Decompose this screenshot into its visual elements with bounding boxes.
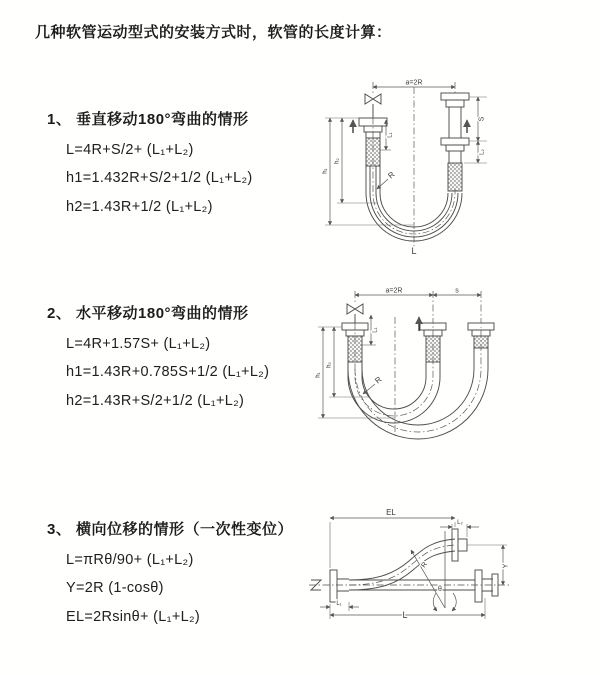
diagram-lateral-displacement <box>303 503 600 648</box>
section-horizontal-movement <box>47 302 269 409</box>
dim-label-h2: h₂ <box>334 158 341 164</box>
dim-label-h1: h₁ <box>322 168 329 174</box>
hose-u-shapes <box>348 317 488 439</box>
theta-arc <box>452 593 456 611</box>
theta-label: θ <box>438 586 442 593</box>
right-pipe-assembly <box>441 82 469 191</box>
diagram-vertical-180-bend <box>315 73 590 268</box>
section-vertical-movement <box>47 108 253 215</box>
length-label: L <box>411 246 417 256</box>
dim-label-y: Y <box>502 563 510 569</box>
dim-label-l2: L₂ <box>479 149 486 155</box>
radius-leader <box>377 179 388 189</box>
dim-label-a2r: a=2R <box>405 79 423 87</box>
formula-h2: h2=1.43R+S/2+1/2 (L₁+L₂) <box>66 392 245 409</box>
dim-label-h1: h₁ <box>315 372 322 378</box>
dim-label-el: EL <box>386 508 396 517</box>
radius-label: R <box>373 374 384 386</box>
hose-displaced-top-wall <box>349 539 455 580</box>
formula-L: L=4R+1.57S+ (L₁+L₂) <box>66 335 211 352</box>
section-1-heading: 1、 垂直移动180°弯曲的情形 <box>47 111 249 128</box>
right-pipe-assembly <box>468 291 494 348</box>
right-lower-flange <box>475 570 482 602</box>
formula-h1: h1=1.43R+0.785S+1/2 (L₁+L₂) <box>66 364 270 380</box>
dim-label-l2: L₂ <box>457 520 463 526</box>
diagram-horizontal-180-bend <box>315 287 590 452</box>
dim-label-l: L <box>402 610 408 620</box>
valve-icon <box>365 94 373 104</box>
left-flange <box>330 570 337 602</box>
dim-label-a2r: a=2R <box>385 287 403 295</box>
formula-h2: h2=1.43R+1/2 (L₁+L₂) <box>66 198 213 215</box>
valve-icon <box>347 304 355 314</box>
valve-icon <box>355 304 363 314</box>
flange <box>441 93 469 100</box>
dim-label-l1: L₁ <box>372 327 379 333</box>
valve-icon <box>373 94 381 104</box>
braid-section <box>348 336 362 362</box>
theta-arc <box>433 593 437 611</box>
radius-label: R <box>386 169 397 181</box>
dim-label-s: S <box>478 116 486 122</box>
section-lateral-displacement <box>47 518 293 625</box>
braid-section <box>448 163 462 191</box>
flange <box>441 138 469 145</box>
flange <box>468 323 494 330</box>
formula-L: L=πRθ/90+ (L₁+L₂) <box>66 551 194 568</box>
formula-L: L=4R+S/2+ (L₁+L₂) <box>66 141 194 158</box>
dim-label-s: s <box>455 287 459 295</box>
dim-label-h2: h₂ <box>326 362 333 368</box>
braid-section <box>426 336 440 362</box>
hose-s-curve <box>309 529 511 608</box>
formula-Y: Y=2R (1-cosθ) <box>66 580 164 596</box>
formula-EL: EL=2Rsinθ+ (L₁+L₂) <box>66 608 201 625</box>
radius-label: R <box>420 561 430 570</box>
dim-label-l1: L₁ <box>336 601 342 607</box>
braid-section <box>474 336 488 348</box>
page-title: 几种软管运动型式的安装方式时，软管的长度计算： <box>35 24 392 41</box>
formula-h1: h1=1.432R+S/2+1/2 (L₁+L₂) <box>66 170 253 186</box>
braid-section <box>366 138 380 166</box>
dim-label-l1: L₁ <box>387 132 394 138</box>
section-2-heading: 2、 水平移动180°弯曲的情形 <box>47 305 249 322</box>
section-3-heading: 3、 横向位移的情形（一次性变位） <box>47 521 294 538</box>
